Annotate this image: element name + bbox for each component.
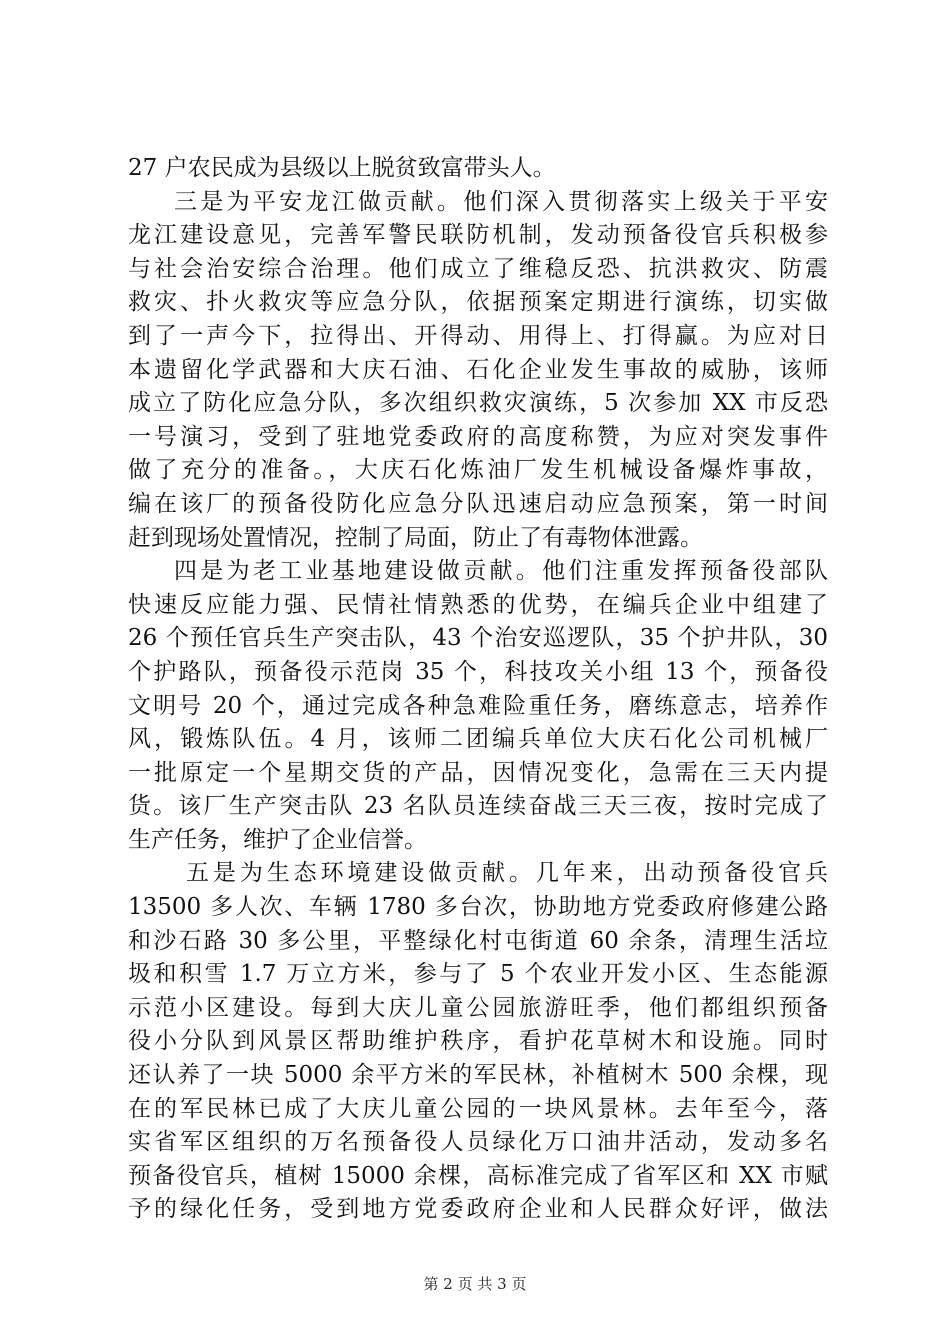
paragraph-line: 13500 多人次、车辆 1780 多台次，协助地方党委政府修建公路	[128, 894, 828, 921]
paragraph-line: 文明号 20 个，通过完成各种急难险重任务，磨练意志，培养作	[128, 692, 828, 719]
paragraph-line: 编在该厂的预备役防化应急分队迅速启动应急预案，第一时间	[128, 490, 828, 517]
paragraph-line: 生产任务，维护了企业信誉。	[128, 826, 427, 853]
paragraph-line: 三是为平安龙江做贡献。他们深入贯彻落实上级关于平安	[174, 188, 828, 215]
paragraph-line: 26 个预任官兵生产突击队，43 个治安巡逻队，35 个护井队，30	[128, 625, 828, 652]
paragraph-line: 预备役官兵，植树 15000 余棵，高标准完成了省军区和 XX 市赋	[128, 1162, 828, 1189]
paragraph-line: 货。该厂生产突击队 23 名队员连续奋战三天三夜，按时完成了	[128, 793, 828, 820]
paragraph-line: 五是为生态环境建设做贡献。几年来，出动预备役官兵	[186, 860, 828, 887]
paragraph-line: 到了一声今下，拉得出、开得动、用得上、打得赢。为应对日	[128, 322, 828, 349]
paragraph-line: 和沙石路 30 多公里，平整绿化村屯街道 60 余条，清理生活垃	[128, 927, 828, 954]
paragraph-line: 还认养了一块 5000 余平方米的军民林，补植树木 500 余棵，现	[128, 1062, 828, 1089]
paragraph-line: 做了充分的准备。，大庆石化炼油厂发生机械设备爆炸事故，	[128, 457, 828, 484]
paragraph-line: 27 户农民成为县级以上脱贫致富带头人。	[128, 155, 556, 181]
paragraph-line: 本遗留化学武器和大庆石油、石化企业发生事故的威胁，该师	[128, 356, 828, 383]
paragraph-line: 风，锻炼队伍。4 月，该师二团编兵单位大庆石化公司机械厂	[128, 726, 828, 753]
paragraph-line: 一批原定一个星期交货的产品，因情况变化，急需在三天内提	[128, 759, 828, 786]
paragraph-line: 赶到现场处置情况，控制了局面，防止了有毒物体泄露。	[128, 524, 703, 551]
paragraph-line: 救灾、扑火救灾等应急分队，依据预案定期进行演练，切实做	[128, 289, 828, 316]
paragraph-line: 个护路队，预备役示范岗 35 个，科技攻关小组 13 个，预备役	[128, 658, 828, 685]
paragraph-line: 龙江建设意见，完善军警民联防机制，发动预备役官兵积极参	[128, 222, 828, 249]
paragraph-line: 示范小区建设。每到大庆儿童公园旅游旺季，他们都组织预备	[128, 994, 828, 1021]
paragraph-line: 在的军民林已成了大庆儿童公园的一块风景林。去年至今，落	[128, 1095, 828, 1122]
paragraph-line: 圾和积雪 1.7 万立方米，参与了 5 个农业开发小区、生态能源	[128, 961, 828, 988]
paragraph-line: 予的绿化任务，受到地方党委政府企业和人民群众好评，做法	[128, 1196, 828, 1223]
paragraph-line: 成立了防化应急分队，多次组织救灾演练，5 次参加 XX 市反恐	[128, 390, 828, 417]
paragraph-line: 快速反应能力强、民情社情熟悉的优势，在编兵企业中组建了	[128, 591, 828, 618]
paragraph-line: 实省军区组织的万名预备役人员绿化万口油井活动，发动多名	[128, 1129, 828, 1156]
paragraph-line: 与社会治安综合治理。他们成立了维稳反恐、抗洪救灾、防震	[128, 255, 828, 282]
document-body	[128, 152, 828, 1227]
paragraph-line: 一号演习，受到了驻地党委政府的高度称赞，为应对突发事件	[128, 423, 828, 450]
page-number-footer: 第 2 页 共 3 页	[423, 1275, 527, 1293]
paragraph-line: 四是为老工业基地建设做贡献。他们注重发挥预备役部队	[174, 558, 828, 585]
paragraph-line: 役小分队到风景区帮助维护秩序，看护花草树木和设施。同时	[128, 1028, 828, 1055]
